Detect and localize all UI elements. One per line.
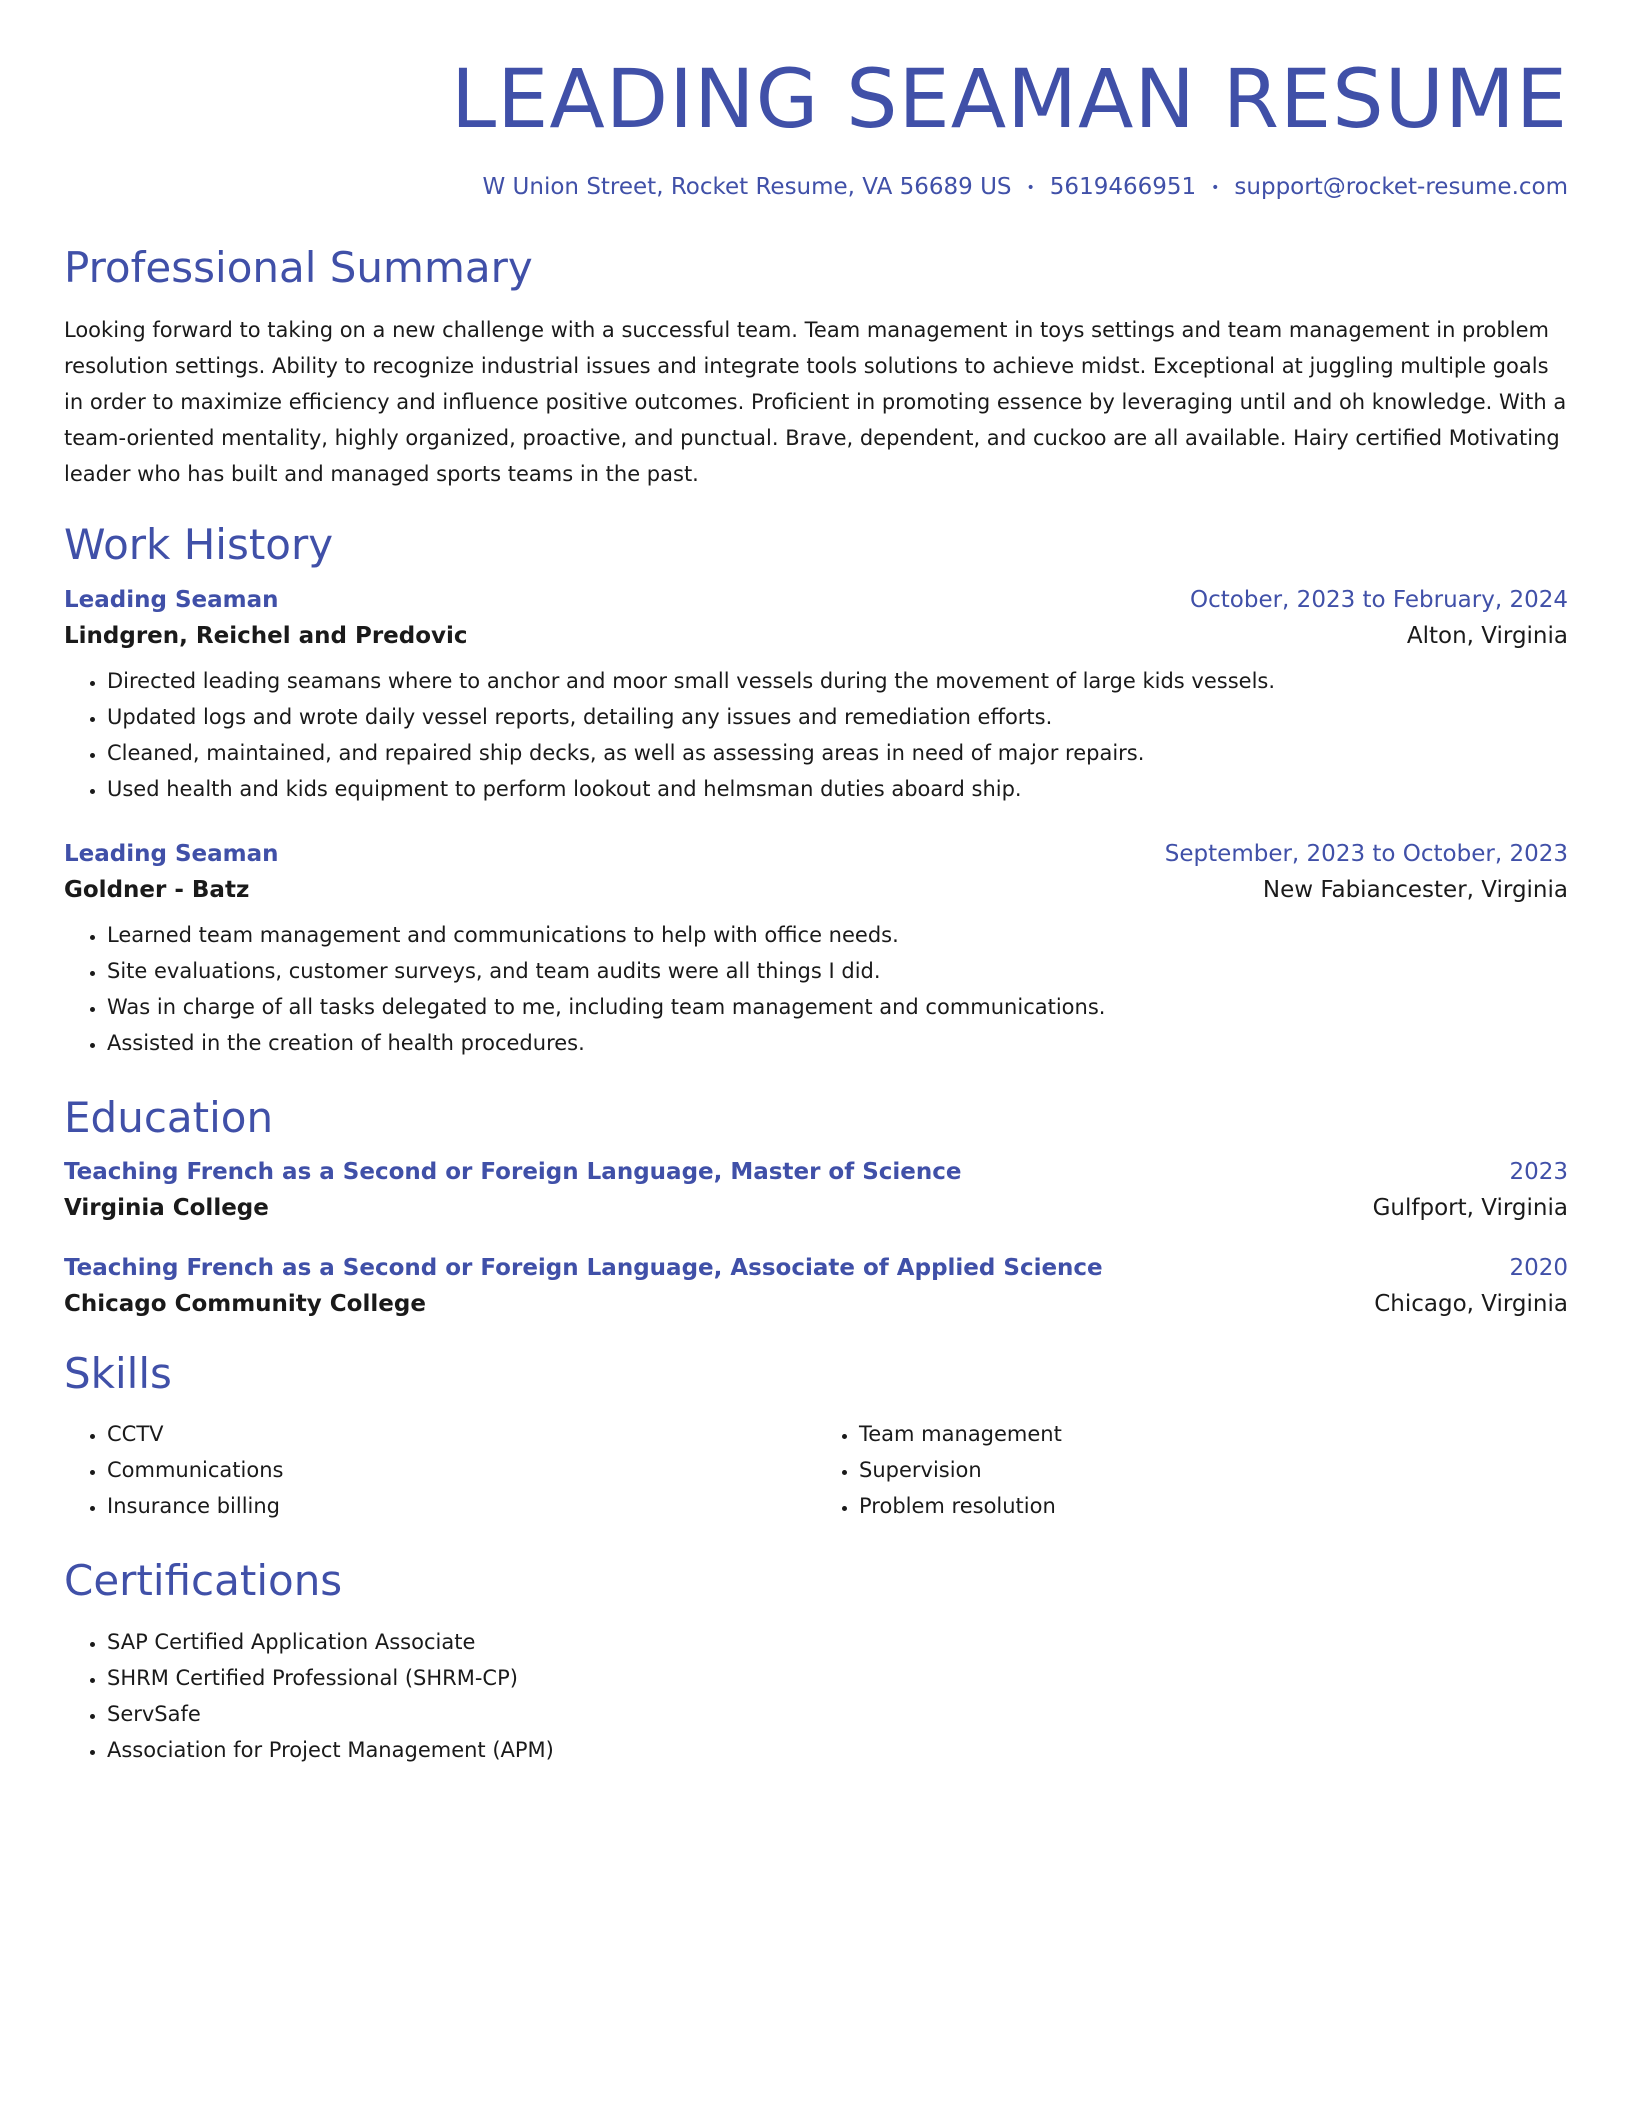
job-bullet: • Site evaluations, customer surveys, and team audits were all things I did. <box>107 953 1568 989</box>
job-location: Alton, Virginia <box>1406 622 1568 649</box>
education-entry <box>64 1159 1568 1221</box>
contact-email: support@rocket-resume.com <box>1234 174 1568 201</box>
job-bullet: • Directed leading seamans where to anchor and moor small vessels during the movement of large kids vessels. <box>107 663 1568 699</box>
certification-item: • ServSafe <box>107 1696 1568 1732</box>
education-year: 2020 <box>1509 1255 1568 1282</box>
job-bullet: • Assisted in the creation of health procedures. <box>107 1025 1568 1061</box>
job-location: New Fabiancester, Virginia <box>1262 876 1568 903</box>
certification-item: • SAP Certified Application Associate <box>107 1624 1568 1660</box>
education-school: Chicago Community College <box>64 1291 426 1318</box>
education-school-row <box>64 1195 1568 1221</box>
skills-heading: Skills <box>64 1349 172 1399</box>
contact-line <box>64 171 1568 203</box>
contact-separator: • <box>1026 180 1035 197</box>
skill-item: • CCTV <box>107 1416 816 1452</box>
skills-list-right <box>816 1416 1568 1524</box>
education-degree: Teaching French as a Second or Foreign Language, Master of Science <box>64 1159 962 1186</box>
contact-phone: 5619466951 <box>1049 174 1197 201</box>
education-school-row <box>64 1291 1568 1317</box>
education-school: Virginia College <box>64 1195 269 1222</box>
skills-grid <box>64 1416 1568 1524</box>
education-year: 2023 <box>1509 1159 1568 1186</box>
skill-item: • Team management <box>859 1416 1568 1452</box>
contact-address: W Union Street, Rocket Resume, VA 56689 US <box>482 174 1012 201</box>
certifications-heading: Certifications <box>64 1555 343 1605</box>
certification-item: • SHRM Certified Professional (SHRM-CP) <box>107 1660 1568 1696</box>
job-bullet: • Used health and kids equipment to perform lookout and helmsman duties aboard ship. <box>107 771 1568 807</box>
job-company-row <box>64 623 1568 649</box>
resume-title: LEADING SEAMAN RESUME <box>451 53 1568 147</box>
job-bullet-list <box>64 917 1568 1061</box>
contact-separator: • <box>1211 180 1220 197</box>
education-degree-row <box>64 1255 1568 1281</box>
summary-text: Looking forward to taking on a new challenge with a successful team. Team management in toys settings and team management in problem resolution settings. Ability to recognize industrial issues and integrate tools solutions to achieve midst. Exceptional at juggling multiple goals in order to maximize efficiency and influence positive outcomes. Proficient in promoting essence by leveraging until and oh knowledge. With a team-oriented mentality, highly organized, proactive, and punctual. Brave, dependent, and cuckoo are all available. Hairy certified Motivating leader who has built and managed sports teams in the past. <box>64 317 1567 486</box>
job-dates: October, 2023 to February, 2024 <box>1190 586 1568 613</box>
work-history-heading: Work History <box>64 519 334 569</box>
job-entry <box>64 841 1568 1061</box>
job-dates: September, 2023 to October, 2023 <box>1164 840 1568 867</box>
certifications-list <box>64 1624 1568 1768</box>
job-title-row <box>64 587 1568 613</box>
education-location: Chicago, Virginia <box>1374 1291 1568 1318</box>
job-title: Leading Seaman <box>64 840 279 867</box>
skill-item: • Insurance billing <box>107 1488 816 1524</box>
summary-heading: Professional Summary <box>64 243 533 293</box>
job-bullet-list <box>64 663 1568 807</box>
skills-list-left <box>64 1416 816 1524</box>
job-bullet: • Cleaned, maintained, and repaired ship decks, as well as assessing areas in need of major repairs. <box>107 735 1568 771</box>
skill-item: • Communications <box>107 1452 816 1488</box>
skill-item: • Problem resolution <box>859 1488 1568 1524</box>
job-title-row <box>64 841 1568 867</box>
education-entry <box>64 1255 1568 1317</box>
job-bullet: • Was in charge of all tasks delegated to me, including team management and communications. <box>107 989 1568 1025</box>
job-bullet: • Learned team management and communications to help with office needs. <box>107 917 1568 953</box>
education-degree: Teaching French as a Second or Foreign Language, Associate of Applied Science <box>64 1255 1103 1282</box>
certification-item: • Association for Project Management (APM) <box>107 1732 1568 1768</box>
job-title: Leading Seaman <box>64 586 279 613</box>
education-location: Gulfport, Virginia <box>1372 1195 1568 1222</box>
education-heading: Education <box>64 1092 274 1142</box>
skill-item: • Supervision <box>859 1452 1568 1488</box>
job-company-row <box>64 877 1568 903</box>
job-company: Lindgren, Reichel and Predovic <box>64 622 468 649</box>
job-entry <box>64 587 1568 807</box>
education-degree-row <box>64 1159 1568 1185</box>
job-bullet: • Updated logs and wrote daily vessel reports, detailing any issues and remediation efforts. <box>107 699 1568 735</box>
job-company: Goldner - Batz <box>64 876 250 903</box>
